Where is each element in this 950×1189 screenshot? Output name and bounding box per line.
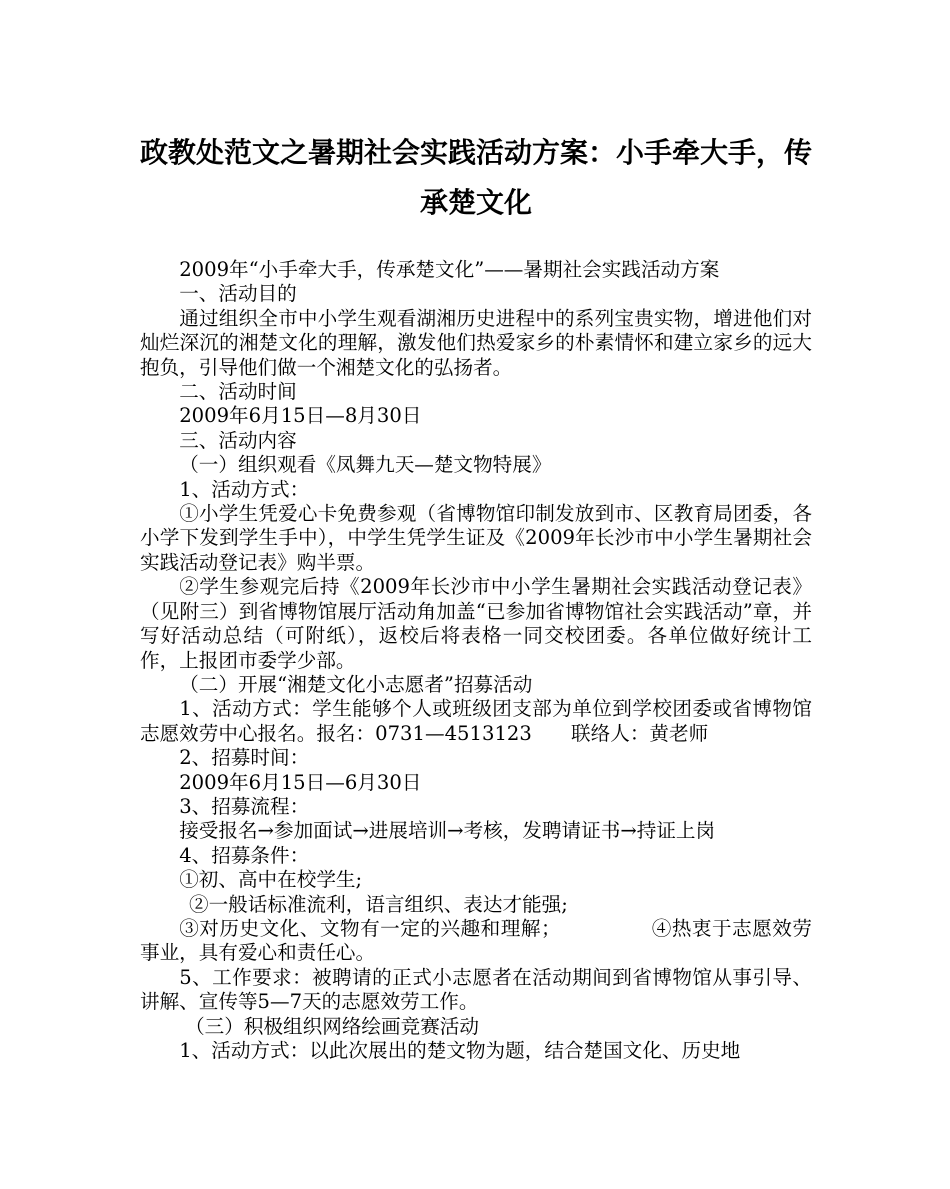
paragraph-condition-1: ①初、高中在校学生; [179,868,363,892]
section-heading-time: 二、活动时间 [179,380,297,404]
paragraph-recruit-process: 接受报名→参加面试→进展培训→考核，发聘请证书→持证上岗 [179,819,716,843]
paragraph-recruit-time: 2009年6月15日—6月30日 [179,770,422,794]
paragraph-plan-heading: 2009年“小手牵大手，传承楚文化”——暑期社会实践活动方案 [179,258,720,281]
paragraph-recruit-time-heading: 2、招募时间： [179,746,310,770]
paragraph-condition-2: ②一般话标准流利，语言组织、表达才能强; [189,892,568,916]
paragraph-recruit-process-heading: 3、招募流程： [179,794,310,818]
paragraph-method-heading: 1、活动方式： [179,477,310,501]
paragraph-time: 2009年6月15日—8月30日 [179,404,422,428]
paragraph-volunteer-method: 1、活动方式：学生能够个人或班级团支部为单位到学校团委或省博物馆志愿效劳中心报名。报名：0731—4513123 联络人：黄老师 [140,697,812,745]
paragraph-condition-3-4: ③对历史文化、文物有一定的兴趣和理解； ④热衷于志愿效劳事业，具有爱心和责任心。 [140,916,812,965]
paragraph-purpose: 通过组织全市中小学生观看湖湘历史进程中的系列宝贵实物，增进他们对灿烂深沉的湘楚文化的理解，激发他们热爱家乡的朴素情怀和建立家乡的远大抱负，引导他们做一个湘楚文化的弘扬者。 [140,306,812,379]
paragraph-method-item-1: ①小学生凭爱心卡免费参观（省博物馆印制发放到市、区教育局团委，各小学下发到学生手中），中学生凭学生证及《2009年长沙市中小学生暑期社会实践活动登记表》购半票。 [140,502,812,574]
paragraph-drawing-method: 1、活动方式：以此次展出的楚文物为题，结合楚国文化、历史地 [179,1039,741,1062]
paragraph-recruit-conditions-heading: 4、招募条件： [179,843,310,867]
paragraph-work-requirements: 5、工作要求：被聘请的正式小志愿者在活动期间到省博物馆从事引导、讲解、宣传等5—7天的志愿效劳工作。 [140,965,812,1014]
subsection-heading-volunteer: （二）开展“湘楚文化小志愿者”招募活动 [179,672,533,696]
section-heading-purpose: 一、活动目的 [179,282,297,306]
paragraph-method-item-2: ②学生参观完后持《2009年长沙市中小学生暑期社会实践活动登记表》（见附三）到省博物馆展厅活动角加盖“已参加省博物馆社会实践活动”章，并写好活动总结（可附纸），返校后将表格一同交校团委。各单位做好统计工作，上报团市委学少部。 [140,575,812,672]
section-heading-content: 三、活动内容 [179,428,297,452]
subsection-heading-drawing: （三）积极组织网络绘画竞赛活动 [185,1014,479,1038]
subsection-heading-exhibition: （一）组织观看《凤舞九天—楚文物特展》 [179,453,552,477]
document-title: 政教处范文之暑期社会实践活动方案：小手牵大手，传承楚文化 [140,136,813,219]
document-body [140,258,812,1063]
